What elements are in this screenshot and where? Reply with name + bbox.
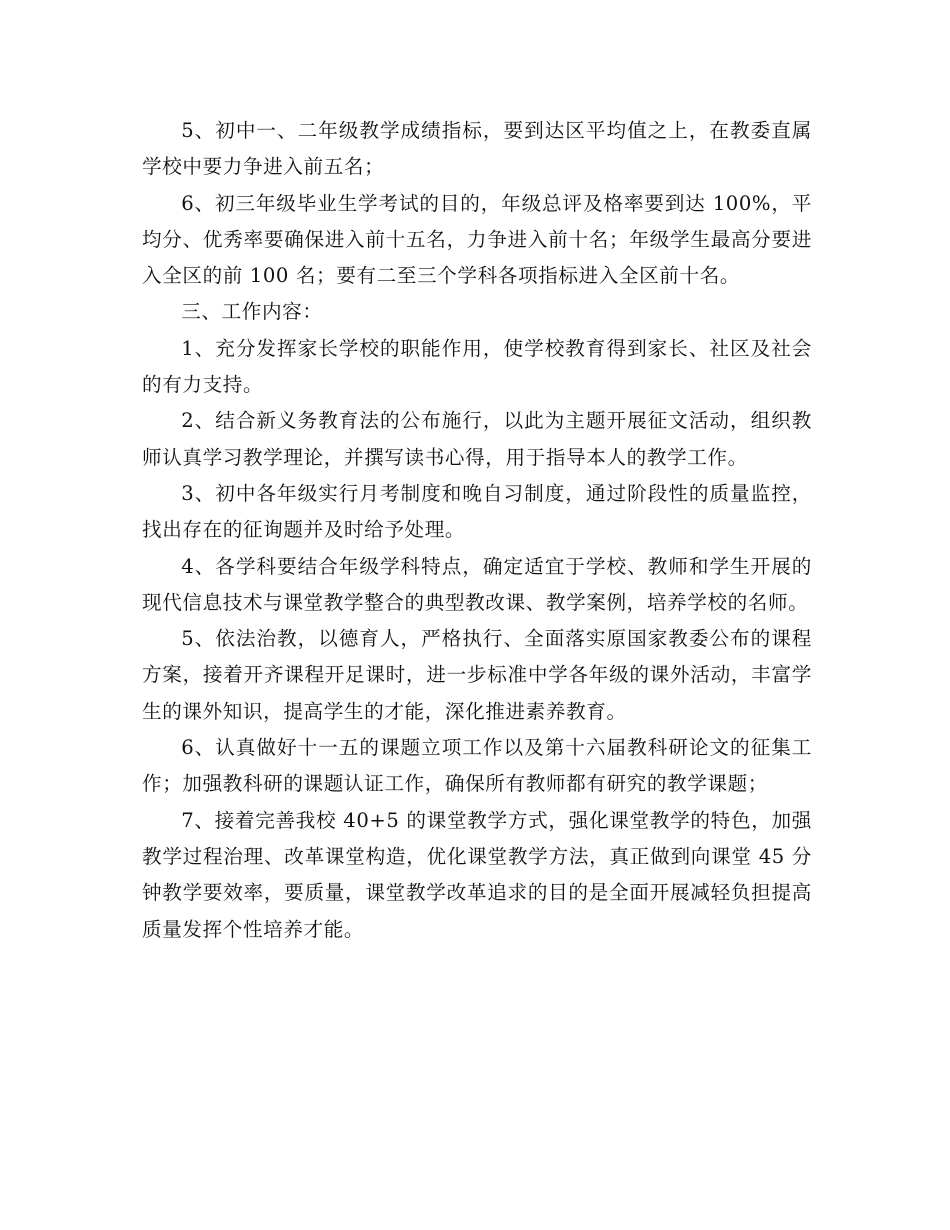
paragraph-item-5: 5、依法治教，以德育人，严格执行、全面落实原国家教委公布的课程方案，接着开齐课程开足课时，进一步标准中学各年级的课外活动，丰富学生的课外知识，提高学生的才能，深化推进素养教育。 bbox=[142, 627, 812, 723]
paragraph-goal-6: 6、初三年级毕业生学考试的目的，年级总评及格率要到达 100%，平均分、优秀率要确保进入前十五名，力争进入前十名；年级学生最高分要进入全区的前 100 名；要有二至三个学科各项指标进入全区前十名。 bbox=[142, 191, 812, 288]
document-body bbox=[142, 113, 812, 948]
section-heading-work-content: 三、工作内容： bbox=[181, 300, 323, 324]
paragraph-item-7: 7、接着完善我校 40+5 的课堂教学方式，强化课堂教学的特色，加强教学过程治理、改革课堂构造，优化课堂教学方法，真正做到向课堂 45 分钟教学要效率，要质量，课堂教学改革追求的目的是全面开展减轻负担提高质量发挥个性培养才能。 bbox=[142, 808, 812, 941]
paragraph-item-4: 4、各学科要结合年级学科特点，确定适宜于学校、教师和学生开展的现代信息技术与课堂教学整合的典型教改课、教学案例，培养学校的名师。 bbox=[142, 554, 812, 614]
paragraph-item-1: 1、充分发挥家长学校的职能作用，使学校教育得到家长、社区及社会的有力支持。 bbox=[142, 336, 812, 397]
paragraph-item-2: 2、结合新义务教育法的公布施行，以此为主题开展征文活动，组织教师认真学习教学理论，并撰写读书心得，用于指导本人的教学工作。 bbox=[142, 409, 812, 469]
paragraph-item-6: 6、认真做好十一五的课题立项工作以及第十六届教科研论文的征集工作；加强教科研的课题认证工作，确保所有教师都有研究的教学课题； bbox=[142, 736, 812, 796]
paragraph-goal-5: 5、初中一、二年级教学成绩指标，要到达区平均值之上，在教委直属学校中要力争进入前五名； bbox=[142, 119, 812, 179]
paragraph-item-3: 3、初中各年级实行月考制度和晚自习制度，通过阶段性的质量监控，找出存在的征询题并及时给予处理。 bbox=[142, 481, 812, 542]
